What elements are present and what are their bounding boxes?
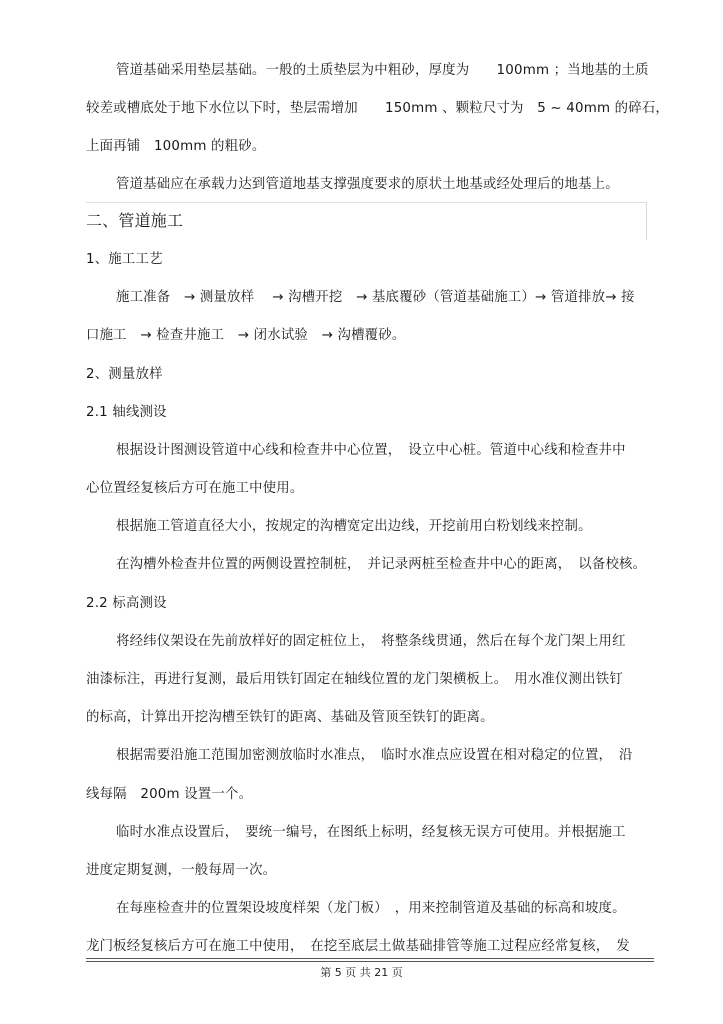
subsection-heading: 2.1 轴线测设	[86, 405, 167, 420]
paragraph-line: 在沟槽外检查井位置的两侧设置控制桩， 并记录两桩至检查井中心的距离， 以备校核。	[116, 557, 647, 572]
footer-divider	[86, 961, 654, 962]
subsection-heading: 2、测量放样	[86, 367, 163, 382]
paragraph-line: 线每隔 200m 设置一个。	[86, 787, 253, 802]
paragraph-line: 管道基础采用垫层基础。一般的土质垫层为中粗砂，厚度为 100mm ；当地基的土质	[116, 63, 649, 78]
heading-side-rule	[646, 202, 647, 240]
paragraph-line: 在每座检查井的位置架设坡度样架（龙门板） ，用来控制管道及基础的标高和坡度。	[116, 901, 626, 916]
subsection-heading: 2.2 标高测设	[86, 596, 167, 611]
paragraph-line: 根据需要沿施工范围加密测放临时水准点， 临时水准点应设置在相对稳定的位置， 沿	[116, 748, 633, 763]
paragraph-line: 油漆标注，再进行复测，最后用铁钉固定在轴线位置的龙门架横板上。 用水准仪测出铁钉	[86, 672, 623, 687]
footer-divider	[86, 958, 654, 959]
paragraph-line: 临时水准点设置后， 要统一编号，在图纸上标明，经复核无误方可使用。并根据施工	[116, 825, 626, 840]
paragraph-line: 上面再铺 100mm 的粗砂。	[86, 139, 266, 154]
paragraph-line: 管道基础应在承载力达到管道地基支撑强度要求的原状土地基或经处理后的地基上。	[116, 177, 619, 192]
subsection-heading: 1、施工工艺	[86, 252, 163, 267]
paragraph-line: 口施工 → 检查井施工 → 闭水试验 → 沟槽覆砂。	[86, 328, 406, 343]
paragraph-line: 较差或槽底处于地下水位以下时，垫层需增加 150mm 、颗粒尺寸为 5 ~ 40mm 的碎石，	[86, 101, 670, 116]
heading-divider	[86, 202, 646, 203]
paragraph-line: 进度定期复测，一般每周一次。	[86, 863, 277, 878]
paragraph-line: 的标高，计算出开挖沟槽至铁钉的距离、基础及管顶至铁钉的距离。	[86, 710, 494, 725]
paragraph-line: 根据设计图测设管道中心线和检查井中心位置， 设立中心桩。管道中心线和检查井中	[116, 443, 626, 458]
page-number: 第 5 页 共 21 页	[320, 966, 403, 979]
paragraph-line: 施工准备 → 测量放样 → 沟槽开挖 → 基底覆砂（管道基础施工）→ 管道排放→ 接	[116, 290, 635, 305]
paragraph-line: 根据施工管道直径大小，按规定的沟槽宽定出边线，开挖前用白粉划线来控制。	[116, 519, 592, 534]
section-heading: 二、管道施工	[86, 211, 184, 230]
paragraph-line: 心位置经复核后方可在施工中使用。	[86, 481, 304, 496]
paragraph-line: 龙门板经复核后方可在施工中使用， 在挖至底层土做基础排管等施工过程应经常复核， 发	[86, 939, 630, 954]
paragraph-line: 将经纬仪架设在先前放样好的固定桩位上， 将整条线贯通，然后在每个龙门架上用红	[116, 634, 626, 649]
